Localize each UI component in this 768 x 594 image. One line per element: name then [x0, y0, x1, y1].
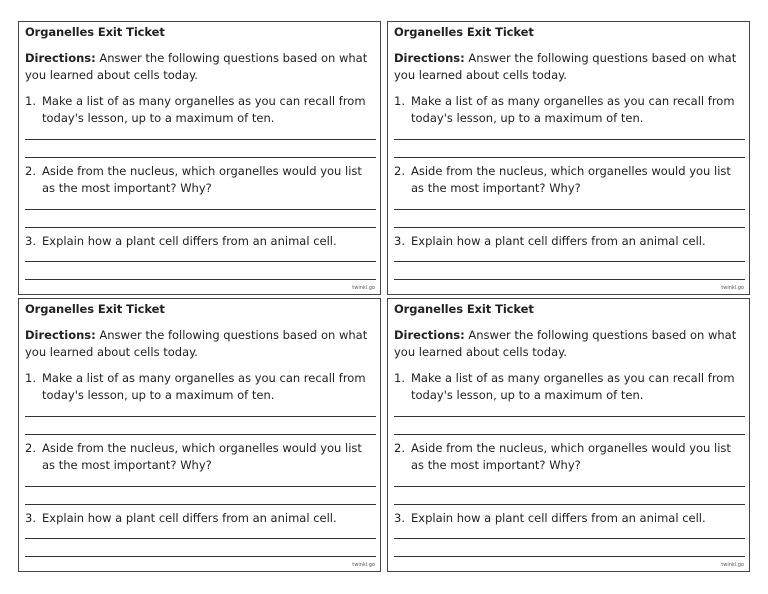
question-text: Make a list of as many organelles as you can recall from today's lesson, up to a maximum of ten.: [42, 371, 366, 402]
question-number: 2.: [25, 441, 36, 455]
answer-line[interactable]: [25, 538, 376, 539]
answer-line[interactable]: [25, 504, 376, 505]
question-number: 2.: [394, 441, 405, 455]
question-2: [25, 440, 375, 474]
brand-mark: twinkl.go: [721, 562, 744, 568]
exit-ticket-top-left: [18, 21, 381, 295]
question-2: [25, 163, 375, 197]
exit-ticket-bottom-left: [18, 298, 381, 572]
question-text: Explain how a plant cell differs from an animal cell.: [411, 511, 706, 525]
brand-mark: twinkl.go: [352, 285, 375, 291]
answer-line[interactable]: [394, 434, 745, 435]
question-number: 3.: [25, 234, 36, 248]
answer-line[interactable]: [394, 416, 745, 417]
question-number: 2.: [394, 164, 405, 178]
ticket-directions: [394, 327, 744, 361]
answer-line[interactable]: [394, 504, 745, 505]
question-number: 1.: [394, 371, 405, 385]
ticket-title: Organelles Exit Ticket: [394, 25, 534, 39]
question-1: [394, 93, 744, 127]
answer-line[interactable]: [25, 261, 376, 262]
answer-line[interactable]: [25, 556, 376, 557]
answer-line[interactable]: [394, 279, 745, 280]
exit-ticket-bottom-right: [387, 298, 750, 572]
directions-label: Directions:: [25, 51, 96, 65]
question-number: 2.: [25, 164, 36, 178]
question-3: [394, 510, 744, 527]
directions-text: Answer the following questions based on what you learned about cells today.: [25, 51, 368, 82]
question-number: 1.: [25, 94, 36, 108]
ticket-title: Organelles Exit Ticket: [394, 302, 534, 316]
question-3: [394, 233, 744, 250]
answer-line[interactable]: [25, 157, 376, 158]
question-number: 3.: [394, 234, 405, 248]
directions-text: Answer the following questions based on what you learned about cells today.: [25, 328, 368, 359]
question-2: [394, 440, 744, 474]
ticket-directions: [25, 50, 375, 84]
question-1: [394, 370, 744, 404]
answer-line[interactable]: [394, 139, 745, 140]
directions-text: Answer the following questions based on what you learned about cells today.: [394, 51, 737, 82]
directions-label: Directions:: [25, 328, 96, 342]
question-text: Aside from the nucleus, which organelles would you list as the most important? Why?: [42, 164, 362, 195]
directions-text: Answer the following questions based on what you learned about cells today.: [394, 328, 737, 359]
question-3: [25, 510, 375, 527]
ticket-directions: [394, 50, 744, 84]
answer-line[interactable]: [394, 209, 745, 210]
question-1: [25, 93, 375, 127]
answer-line[interactable]: [25, 434, 376, 435]
answer-line[interactable]: [394, 261, 745, 262]
answer-line[interactable]: [394, 556, 745, 557]
exit-ticket-sheet: [18, 21, 750, 573]
ticket-title: Organelles Exit Ticket: [25, 302, 165, 316]
ticket-directions: [25, 327, 375, 361]
exit-ticket-top-right: [387, 21, 750, 295]
directions-label: Directions:: [394, 328, 465, 342]
answer-line[interactable]: [25, 279, 376, 280]
question-text: Make a list of as many organelles as you can recall from today's lesson, up to a maximum of ten.: [411, 371, 735, 402]
answer-line[interactable]: [394, 486, 745, 487]
question-text: Explain how a plant cell differs from an animal cell.: [411, 234, 706, 248]
question-number: 1.: [394, 94, 405, 108]
question-number: 1.: [25, 371, 36, 385]
answer-line[interactable]: [394, 227, 745, 228]
question-text: Aside from the nucleus, which organelles would you list as the most important? Why?: [411, 441, 731, 472]
answer-line[interactable]: [25, 486, 376, 487]
question-number: 3.: [25, 511, 36, 525]
question-3: [25, 233, 375, 250]
answer-line[interactable]: [394, 157, 745, 158]
question-number: 3.: [394, 511, 405, 525]
question-text: Make a list of as many organelles as you can recall from today's lesson, up to a maximum of ten.: [411, 94, 735, 125]
answer-line[interactable]: [25, 139, 376, 140]
brand-mark: twinkl.go: [352, 562, 375, 568]
question-1: [25, 370, 375, 404]
answer-line[interactable]: [25, 416, 376, 417]
answer-line[interactable]: [394, 538, 745, 539]
question-text: Make a list of as many organelles as you can recall from today's lesson, up to a maximum of ten.: [42, 94, 366, 125]
question-text: Explain how a plant cell differs from an animal cell.: [42, 511, 337, 525]
question-2: [394, 163, 744, 197]
ticket-title: Organelles Exit Ticket: [25, 25, 165, 39]
question-text: Aside from the nucleus, which organelles would you list as the most important? Why?: [411, 164, 731, 195]
answer-line[interactable]: [25, 227, 376, 228]
directions-label: Directions:: [394, 51, 465, 65]
answer-line[interactable]: [25, 209, 376, 210]
brand-mark: twinkl.go: [721, 285, 744, 291]
question-text: Explain how a plant cell differs from an animal cell.: [42, 234, 337, 248]
question-text: Aside from the nucleus, which organelles would you list as the most important? Why?: [42, 441, 362, 472]
